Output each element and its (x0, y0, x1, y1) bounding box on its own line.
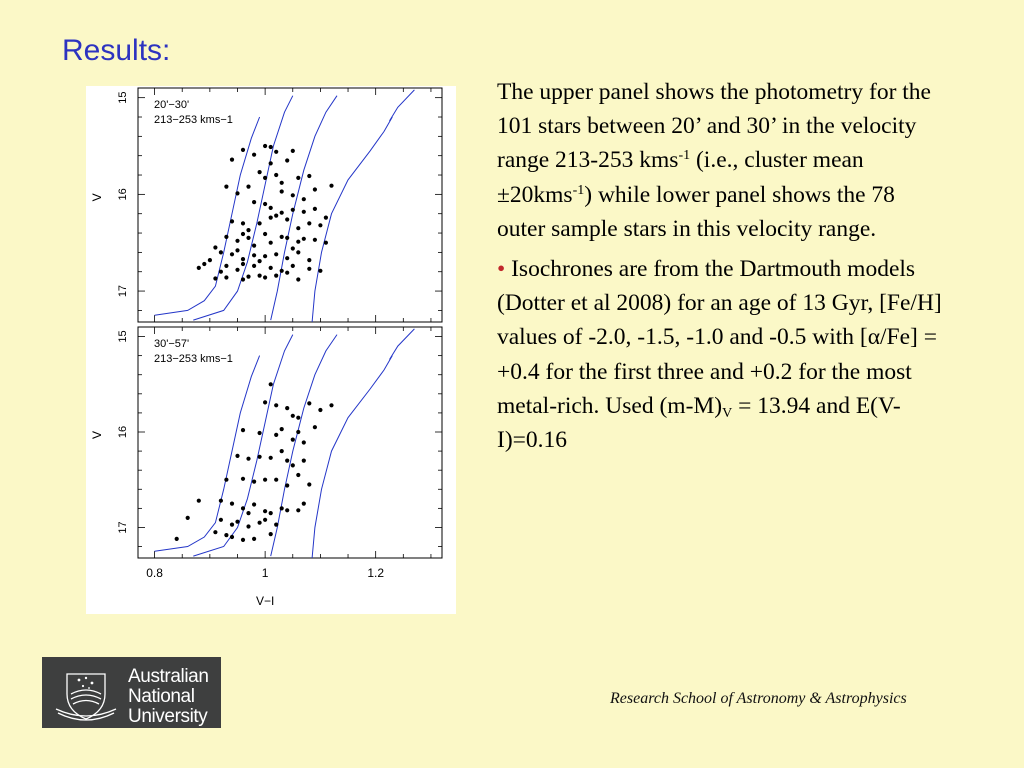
panel1-star-point (313, 238, 317, 242)
panel2-star-point (291, 438, 295, 442)
panel2-star-point (263, 509, 267, 513)
panel2-star-point (318, 408, 322, 412)
panel2-xtick-label: 0.8 (146, 566, 163, 580)
panel2-star-point (230, 523, 234, 527)
panel2-star-point (291, 414, 295, 418)
panel1-star-point (235, 248, 239, 252)
panel1-star-point (241, 257, 245, 261)
panel2-star-point (269, 511, 273, 515)
panel1-star-point (269, 161, 273, 165)
cmd-chart-svg (86, 86, 456, 614)
panel1-star-point (274, 173, 278, 177)
panel1-star-point (285, 236, 289, 240)
para1-sup-1: -1 (678, 148, 691, 164)
panel1-star-point (241, 148, 245, 152)
panel2-star-point (274, 433, 278, 437)
panel1-star-point (252, 253, 256, 257)
bullet-icon: • (497, 256, 506, 283)
panel1-star-point (241, 232, 245, 236)
panel1-star-point (307, 221, 311, 225)
panel2-star-point (307, 401, 311, 405)
panel2-star-point (175, 537, 179, 541)
panel1-star-point (307, 267, 311, 271)
panel2-star-point (224, 478, 228, 482)
panel1-star-point (280, 269, 284, 273)
panel2-star-point (274, 403, 278, 407)
panel1-star-point (302, 210, 306, 214)
panel2-star-point (235, 520, 239, 524)
panel2-star-point (263, 478, 267, 482)
panel1-star-point (269, 216, 273, 220)
panel1-ytick-label: 15 (117, 91, 129, 104)
panel2-annotation: 213−253 kms−1 (154, 353, 233, 365)
panel1-star-point (274, 214, 278, 218)
panel2-star-point (241, 538, 245, 542)
panel2-star-point (258, 521, 262, 525)
panel1-star-point (296, 250, 300, 254)
panel1-star-point (285, 158, 289, 162)
panel2-star-point (296, 416, 300, 420)
panel2-star-point (230, 535, 234, 539)
panel2-star-point (246, 457, 250, 461)
panel1-star-point (258, 259, 262, 263)
panel1-star-point (224, 185, 228, 189)
panel1-star-point (285, 271, 289, 275)
panel1-star-point (213, 245, 217, 249)
panel2-star-point (302, 440, 306, 444)
panel1-star-point (263, 144, 267, 148)
logo-line-3: University (128, 706, 208, 727)
panel1-annotation: 213−253 kms−1 (154, 114, 233, 126)
panel1-star-point (291, 193, 295, 197)
panel2-star-point (291, 463, 295, 467)
panel2-star-point (302, 459, 306, 463)
panel1-ytick-label: 17 (117, 284, 129, 298)
panel1-star-point (224, 235, 228, 239)
panel2-star-point (235, 454, 239, 458)
panel2-xlabel: V−I (255, 594, 275, 608)
panel1-star-point (208, 258, 212, 262)
panel2-star-point (296, 430, 300, 434)
panel2-star-point (329, 403, 333, 407)
panel1-star-point (269, 241, 273, 245)
panel2-star-point (241, 477, 245, 481)
panel2-star-point (197, 499, 201, 503)
panel2-star-point (230, 502, 234, 506)
panel2-star-point (296, 508, 300, 512)
panel2-star-point (241, 428, 245, 432)
panel2-ylabel: V (90, 430, 104, 440)
panel1-star-point (274, 252, 278, 256)
panel2-ytick-label: 15 (117, 330, 129, 343)
panel1-star-point (296, 240, 300, 244)
panel1-star-point (235, 239, 239, 243)
panel1-star-point (252, 153, 256, 157)
panel2-star-point (252, 537, 256, 541)
panel1-star-point (291, 264, 295, 268)
panel2-isochrone-4 (312, 329, 414, 558)
panel1-star-point (224, 275, 228, 279)
panel1-star-point (291, 208, 295, 212)
para2-sub: V (722, 405, 733, 421)
panel1-star-point (269, 145, 273, 149)
panel2-xtick-label: 1.2 (367, 566, 385, 580)
panel1-star-point (241, 221, 245, 225)
panel2-star-point (285, 406, 289, 410)
logo-line-1: Australian (128, 666, 209, 687)
body-text (497, 75, 947, 463)
panel1-star-point (307, 174, 311, 178)
panel1-star-point (197, 266, 201, 270)
panel1-star-point (252, 244, 256, 248)
panel1-star-point (302, 237, 306, 241)
panel2-star-point (307, 482, 311, 486)
panel2-star-point (285, 483, 289, 487)
panel1-star-point (230, 252, 234, 256)
panel1-star-point (280, 189, 284, 193)
panel2-star-point (213, 530, 217, 534)
slide-title: Results: (62, 34, 171, 67)
panel1-star-point (241, 277, 245, 281)
panel2-star-point (269, 382, 273, 386)
panel1-star-point (313, 187, 317, 191)
panel2-star-point (219, 499, 223, 503)
panel2-star-point (274, 478, 278, 482)
panel2-star-point (252, 480, 256, 484)
panel2-star-point (263, 400, 267, 404)
panel1-isochrone-4 (312, 90, 414, 322)
panel2-xtick-label: 1 (261, 566, 269, 580)
footer-text: Research School of Astronomy & Astrophysics (610, 690, 907, 707)
panel2-star-point (241, 506, 245, 510)
panel1-star-point (296, 277, 300, 281)
panel2-star-point (263, 518, 267, 522)
panel1-star-point (258, 274, 262, 278)
panel2-star-point (246, 524, 250, 528)
logo-line-2: National (128, 686, 195, 707)
panel1-star-point (235, 191, 239, 195)
panel1-star-point (274, 274, 278, 278)
panel1-star-point (258, 221, 262, 225)
panel1-star-point (235, 268, 239, 272)
panel1-star-point (230, 219, 234, 223)
panel1-star-point (246, 185, 250, 189)
panel1-star-point (318, 269, 322, 273)
para2-text-1: Isochrones are from the Dartmouth models (Dotter et al 2008) for an age of 13 Gyr, [Fe/H] values of -2.0, -1.5, -1.0 and -0.5 with [α/Fe] = +0.4 for the first three and +0.2 for the most metal-rich. Used (m-M) (497, 256, 942, 419)
panel1-star-point (263, 275, 267, 279)
panel1-star-point (291, 246, 295, 250)
paragraph-upper-panel (497, 75, 947, 246)
panel1-star-point (274, 150, 278, 154)
panel1-star-point (263, 232, 267, 236)
panel1-star-point (263, 254, 267, 258)
panel2-annotation: 30'−57' (154, 338, 190, 350)
panel1-star-point (252, 264, 256, 268)
panel1-star-point (280, 181, 284, 185)
panel1-star-point (202, 262, 206, 266)
anu-crest-icon (42, 657, 122, 728)
panel1-star-point (324, 216, 328, 220)
panel2-star-point (280, 427, 284, 431)
panel1-star-point (269, 206, 273, 210)
panel1-star-point (291, 149, 295, 153)
panel2-ytick-label: 16 (117, 425, 129, 439)
panel1-star-point (224, 264, 228, 268)
panel2-star-point (258, 431, 262, 435)
panel1-star-point (324, 241, 328, 245)
panel1-isochrone-3 (271, 96, 337, 320)
panel2-star-point (269, 456, 273, 460)
para1-text-1: The upper panel shows the photometry for the 101 stars between 20’ and 30’ in the velocity range 213-253 kms (497, 79, 931, 174)
panel2-star-point (296, 473, 300, 477)
panel1-star-point (296, 176, 300, 180)
panel2-star-point (313, 425, 317, 429)
panel2-isochrone-1 (155, 356, 260, 552)
panel2-star-point (280, 449, 284, 453)
panel1-star-point (280, 235, 284, 239)
panel2-star-point (302, 502, 306, 506)
panel1-star-point (219, 270, 223, 274)
panel2-star-point (285, 508, 289, 512)
panel1-star-point (285, 256, 289, 260)
panel2-star-point (186, 516, 190, 520)
panel1-star-point (269, 266, 273, 270)
panel2-star-point (285, 459, 289, 463)
paragraph-isochrones (497, 252, 947, 457)
panel1-star-point (296, 226, 300, 230)
panel2-star-point (269, 532, 273, 536)
panel1-star-point (246, 275, 250, 279)
panel1-star-point (252, 200, 256, 204)
cmd-figure (86, 86, 456, 614)
panel1-ylabel: V (90, 193, 104, 202)
panel2-isochrone-3 (271, 335, 337, 556)
panel2-star-point (280, 506, 284, 510)
para1-text-2: (i.e., cluster mean ±20kms (497, 147, 864, 208)
anu-logo (42, 657, 221, 728)
panel1-star-point (318, 223, 322, 227)
panel2-star-point (252, 502, 256, 506)
panel1-star-point (329, 184, 333, 188)
panel1-star-point (230, 158, 234, 162)
panel1-star-point (241, 262, 245, 266)
panel1-star-point (219, 250, 223, 254)
panel2-star-point (274, 523, 278, 527)
panel2-star-point (246, 511, 250, 515)
panel2-star-point (258, 455, 262, 459)
panel2-ytick-label: 17 (117, 521, 129, 534)
panel1-star-point (246, 236, 250, 240)
panel1-star-point (258, 170, 262, 174)
panel1-star-point (285, 217, 289, 221)
panel1-isochrone-1 (155, 117, 260, 315)
panel1-star-point (263, 176, 267, 180)
panel1-annotation: 20'−30' (154, 99, 190, 111)
panel1-star-point (302, 197, 306, 201)
para2-text-2: = 13.94 and E(V-I)=0.16 (497, 392, 901, 454)
panel1-star-point (280, 211, 284, 215)
panel1-star-point (307, 258, 311, 262)
para1-text-3: ) while lower panel shows the 78 outer sample stars in this velocity range. (497, 181, 895, 242)
panel1-ytick-label: 16 (117, 188, 129, 201)
panel1-star-point (213, 276, 217, 280)
para1-sup-2: -1 (572, 182, 585, 198)
panel2-star-point (219, 518, 223, 522)
panel1-star-point (263, 202, 267, 206)
panel1-star-point (313, 207, 317, 211)
panel1-star-point (246, 228, 250, 232)
panel2-star-point (224, 533, 228, 537)
